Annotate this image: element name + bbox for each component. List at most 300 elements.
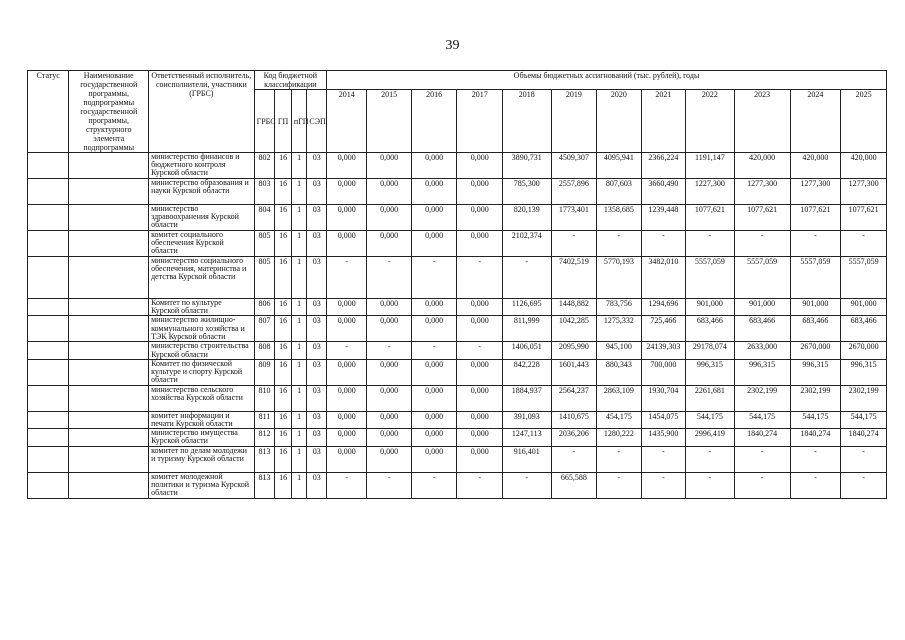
value-cell: 0,000 xyxy=(411,205,457,231)
header-year: 2020 xyxy=(597,90,641,153)
value-cell: 24139,303 xyxy=(641,342,685,359)
program-name-cell xyxy=(69,257,149,299)
value-cell: 2863,109 xyxy=(597,385,641,411)
status-cell xyxy=(28,472,69,498)
value-cell: 1275,332 xyxy=(597,316,641,342)
table-row xyxy=(28,153,887,179)
value-cell: 2302,199 xyxy=(790,385,841,411)
status-cell xyxy=(28,411,69,428)
value-cell: 783,756 xyxy=(597,299,641,316)
value-cell: - xyxy=(686,446,735,472)
code-cell: 1 xyxy=(291,205,307,231)
code-cell: 16 xyxy=(275,179,292,205)
table-row xyxy=(28,472,887,498)
value-cell: 683,466 xyxy=(734,316,790,342)
value-cell: 807,603 xyxy=(597,179,641,205)
value-cell: 0,000 xyxy=(327,205,367,231)
value-cell: 0,000 xyxy=(457,153,503,179)
value-cell: 0,000 xyxy=(457,231,503,257)
value-cell: 1077,621 xyxy=(734,205,790,231)
value-cell: 1773,401 xyxy=(551,205,597,231)
value-cell: 901,000 xyxy=(686,299,735,316)
value-cell: 0,000 xyxy=(411,411,457,428)
value-cell: - xyxy=(686,231,735,257)
value-cell: 683,466 xyxy=(686,316,735,342)
value-cell: 665,588 xyxy=(551,472,597,498)
code-cell: 03 xyxy=(307,316,327,342)
code-cell: 803 xyxy=(254,179,275,205)
header-year: 2016 xyxy=(411,90,457,153)
value-cell: 683,466 xyxy=(841,316,887,342)
header-year: 2014 xyxy=(327,90,367,153)
executor-cell: комитет социального обеспечения Курской области xyxy=(149,231,255,257)
code-cell: 03 xyxy=(307,359,327,385)
value-cell: 0,000 xyxy=(457,385,503,411)
value-cell: 2095,990 xyxy=(551,342,597,359)
executor-cell: министерство сельского хозяйства Курской области xyxy=(149,385,255,411)
code-cell: 810 xyxy=(254,385,275,411)
value-cell: - xyxy=(411,257,457,299)
value-cell: - xyxy=(641,231,685,257)
header-year: 2023 xyxy=(734,90,790,153)
executor-cell: министерство строительства Курской области xyxy=(149,342,255,359)
value-cell: 0,000 xyxy=(367,205,411,231)
value-cell: 0,000 xyxy=(327,231,367,257)
code-cell: 813 xyxy=(254,446,275,472)
value-cell: - xyxy=(327,342,367,359)
code-cell: 16 xyxy=(275,342,292,359)
value-cell: 1077,621 xyxy=(686,205,735,231)
code-cell: 03 xyxy=(307,385,327,411)
value-cell: 945,100 xyxy=(597,342,641,359)
code-cell: 1 xyxy=(291,153,307,179)
value-cell: - xyxy=(327,472,367,498)
value-cell: 700,000 xyxy=(641,359,685,385)
table-row xyxy=(28,429,887,446)
table-row xyxy=(28,411,887,428)
code-cell: 16 xyxy=(275,411,292,428)
value-cell: 544,175 xyxy=(686,411,735,428)
status-cell xyxy=(28,231,69,257)
code-cell: 1 xyxy=(291,299,307,316)
code-cell: 1 xyxy=(291,446,307,472)
code-cell: 03 xyxy=(307,179,327,205)
value-cell: 0,000 xyxy=(367,299,411,316)
code-cell: 03 xyxy=(307,153,327,179)
value-cell: 1454,075 xyxy=(641,411,685,428)
status-cell xyxy=(28,257,69,299)
value-cell: 420,000 xyxy=(841,153,887,179)
value-cell: 0,000 xyxy=(327,316,367,342)
value-cell: - xyxy=(641,472,685,498)
value-cell: 1448,882 xyxy=(551,299,597,316)
header-executor: Ответственный исполнитель, соисполнители, участники (ГРБС) xyxy=(149,71,255,153)
status-cell xyxy=(28,179,69,205)
value-cell: 901,000 xyxy=(790,299,841,316)
value-cell: - xyxy=(367,472,411,498)
code-cell: 16 xyxy=(275,257,292,299)
value-cell: 996,315 xyxy=(734,359,790,385)
code-cell: 1 xyxy=(291,472,307,498)
code-cell: 03 xyxy=(307,257,327,299)
value-cell: - xyxy=(841,472,887,498)
value-cell: 420,000 xyxy=(790,153,841,179)
header-budget-code: Код бюджетной классификации xyxy=(254,71,326,90)
value-cell: - xyxy=(597,231,641,257)
value-cell: 1126,695 xyxy=(502,299,551,316)
program-name-cell xyxy=(69,472,149,498)
program-name-cell xyxy=(69,342,149,359)
value-cell: 7402,519 xyxy=(551,257,597,299)
value-cell: 5557,059 xyxy=(686,257,735,299)
value-cell: 0,000 xyxy=(327,385,367,411)
value-cell: 391,093 xyxy=(502,411,551,428)
code-cell: 03 xyxy=(307,205,327,231)
value-cell: 0,000 xyxy=(457,446,503,472)
code-cell: 03 xyxy=(307,231,327,257)
value-cell: 901,000 xyxy=(841,299,887,316)
value-cell: 0,000 xyxy=(327,446,367,472)
executor-cell: министерство здравоохранения Курской области xyxy=(149,205,255,231)
value-cell: - xyxy=(457,257,503,299)
header-year: 2019 xyxy=(551,90,597,153)
code-cell: 03 xyxy=(307,429,327,446)
value-cell: - xyxy=(327,257,367,299)
status-cell xyxy=(28,429,69,446)
program-name-cell xyxy=(69,359,149,385)
executor-cell: министерство образования и науки Курской области xyxy=(149,179,255,205)
code-cell: 16 xyxy=(275,472,292,498)
code-cell: 1 xyxy=(291,231,307,257)
value-cell: 0,000 xyxy=(457,179,503,205)
value-cell: - xyxy=(841,446,887,472)
value-cell: 2366,224 xyxy=(641,153,685,179)
header-code-sep: СЭП xyxy=(307,90,327,153)
value-cell: 2302,199 xyxy=(734,385,790,411)
value-cell: - xyxy=(734,446,790,472)
value-cell: 1280,222 xyxy=(597,429,641,446)
value-cell: 0,000 xyxy=(327,179,367,205)
value-cell: 842,228 xyxy=(502,359,551,385)
value-cell: 820,139 xyxy=(502,205,551,231)
value-cell: - xyxy=(411,472,457,498)
value-cell: 0,000 xyxy=(457,411,503,428)
value-cell: 1601,443 xyxy=(551,359,597,385)
status-cell xyxy=(28,299,69,316)
value-cell: 544,175 xyxy=(790,411,841,428)
value-cell: 1227,300 xyxy=(686,179,735,205)
value-cell: 0,000 xyxy=(411,153,457,179)
value-cell: 2633,000 xyxy=(734,342,790,359)
program-name-cell xyxy=(69,153,149,179)
value-cell: 2670,000 xyxy=(790,342,841,359)
value-cell: 1840,274 xyxy=(734,429,790,446)
value-cell: - xyxy=(790,446,841,472)
header-program-name: Наименование государственной программы, подпрограммы государственной программы, структурного элемента подпрограммы xyxy=(69,71,149,153)
code-cell: 805 xyxy=(254,231,275,257)
header-code-grbs: ГРБС xyxy=(254,90,275,153)
value-cell: 0,000 xyxy=(367,316,411,342)
value-cell: 2261,681 xyxy=(686,385,735,411)
code-cell: 03 xyxy=(307,342,327,359)
code-cell: 809 xyxy=(254,359,275,385)
code-cell: 1 xyxy=(291,385,307,411)
header-year: 2018 xyxy=(502,90,551,153)
code-cell: 1 xyxy=(291,342,307,359)
value-cell: 2036,206 xyxy=(551,429,597,446)
value-cell: 996,315 xyxy=(790,359,841,385)
executor-cell: Комитет по культуре Курской области xyxy=(149,299,255,316)
header-year: 2022 xyxy=(686,90,735,153)
code-cell: 806 xyxy=(254,299,275,316)
table-body xyxy=(28,153,887,499)
value-cell: 5557,059 xyxy=(841,257,887,299)
header-year: 2025 xyxy=(841,90,887,153)
value-cell: 1294,696 xyxy=(641,299,685,316)
value-cell: 454,175 xyxy=(597,411,641,428)
value-cell: 4095,941 xyxy=(597,153,641,179)
executor-cell: министерство жилищно-коммунального хозяйства и ТЭК Курской области xyxy=(149,316,255,342)
value-cell: 0,000 xyxy=(367,359,411,385)
value-cell: 0,000 xyxy=(367,429,411,446)
program-name-cell xyxy=(69,411,149,428)
table-row xyxy=(28,205,887,231)
value-cell: - xyxy=(734,472,790,498)
value-cell: 0,000 xyxy=(411,231,457,257)
table-header xyxy=(28,71,887,153)
code-cell: 804 xyxy=(254,205,275,231)
value-cell: 5770,193 xyxy=(597,257,641,299)
code-cell: 16 xyxy=(275,153,292,179)
value-cell: 3482,010 xyxy=(641,257,685,299)
value-cell: 1277,300 xyxy=(790,179,841,205)
value-cell: 3890,731 xyxy=(502,153,551,179)
value-cell: 880,343 xyxy=(597,359,641,385)
value-cell: 0,000 xyxy=(411,429,457,446)
code-cell: 1 xyxy=(291,429,307,446)
status-cell xyxy=(28,359,69,385)
value-cell: 0,000 xyxy=(327,429,367,446)
value-cell: 544,175 xyxy=(841,411,887,428)
code-cell: 03 xyxy=(307,446,327,472)
value-cell: 1884,937 xyxy=(502,385,551,411)
value-cell: - xyxy=(411,342,457,359)
value-cell: 916,401 xyxy=(502,446,551,472)
program-name-cell xyxy=(69,429,149,446)
value-cell: 1077,621 xyxy=(790,205,841,231)
value-cell: 1191,147 xyxy=(686,153,735,179)
value-cell: 0,000 xyxy=(367,153,411,179)
value-cell: 1435,900 xyxy=(641,429,685,446)
value-cell: 0,000 xyxy=(457,429,503,446)
code-cell: 812 xyxy=(254,429,275,446)
value-cell: 0,000 xyxy=(411,446,457,472)
program-name-cell xyxy=(69,205,149,231)
budget-table xyxy=(27,70,887,499)
value-cell: 1277,300 xyxy=(841,179,887,205)
table-row xyxy=(28,231,887,257)
value-cell: 2996,419 xyxy=(686,429,735,446)
executor-cell: комитет информации и печати Курской области xyxy=(149,411,255,428)
code-cell: 16 xyxy=(275,316,292,342)
value-cell: 2670,000 xyxy=(841,342,887,359)
value-cell: 2564,237 xyxy=(551,385,597,411)
value-cell: 785,300 xyxy=(502,179,551,205)
value-cell: - xyxy=(457,342,503,359)
value-cell: 0,000 xyxy=(457,316,503,342)
value-cell: 2102,374 xyxy=(502,231,551,257)
value-cell: 1247,113 xyxy=(502,429,551,446)
code-cell: 16 xyxy=(275,205,292,231)
value-cell: 420,000 xyxy=(734,153,790,179)
value-cell: 683,466 xyxy=(790,316,841,342)
code-cell: 16 xyxy=(275,385,292,411)
value-cell: - xyxy=(502,257,551,299)
value-cell: 0,000 xyxy=(327,359,367,385)
value-cell: 996,315 xyxy=(686,359,735,385)
code-cell: 1 xyxy=(291,316,307,342)
value-cell: 4509,307 xyxy=(551,153,597,179)
value-cell: 0,000 xyxy=(457,299,503,316)
code-cell: 03 xyxy=(307,411,327,428)
value-cell: - xyxy=(790,472,841,498)
code-cell: 16 xyxy=(275,446,292,472)
executor-cell: министерство социального обеспечения, материнства и детства Курской области xyxy=(149,257,255,299)
code-cell: 16 xyxy=(275,299,292,316)
value-cell: 0,000 xyxy=(327,299,367,316)
code-cell: 16 xyxy=(275,359,292,385)
code-cell: 1 xyxy=(291,411,307,428)
code-cell: 1 xyxy=(291,359,307,385)
status-cell xyxy=(28,205,69,231)
value-cell: 0,000 xyxy=(411,179,457,205)
value-cell: - xyxy=(551,446,597,472)
value-cell: - xyxy=(641,446,685,472)
header-year: 2015 xyxy=(367,90,411,153)
table-row xyxy=(28,446,887,472)
program-name-cell xyxy=(69,231,149,257)
program-name-cell xyxy=(69,299,149,316)
value-cell: - xyxy=(551,231,597,257)
header-status: Статус xyxy=(28,71,69,153)
value-cell: 0,000 xyxy=(367,179,411,205)
executor-cell: министерство имущества Курской области xyxy=(149,429,255,446)
value-cell: 0,000 xyxy=(457,205,503,231)
value-cell: 1042,285 xyxy=(551,316,597,342)
code-cell: 1 xyxy=(291,257,307,299)
value-cell: 0,000 xyxy=(367,231,411,257)
value-cell: - xyxy=(734,231,790,257)
code-cell: 802 xyxy=(254,153,275,179)
value-cell: 996,315 xyxy=(841,359,887,385)
table-row xyxy=(28,299,887,316)
status-cell xyxy=(28,153,69,179)
value-cell: 1410,675 xyxy=(551,411,597,428)
value-cell: 0,000 xyxy=(411,299,457,316)
value-cell: 0,000 xyxy=(367,411,411,428)
page-number: 39 xyxy=(445,38,460,53)
value-cell: 1840,274 xyxy=(790,429,841,446)
code-cell: 03 xyxy=(307,299,327,316)
value-cell: 3660,490 xyxy=(641,179,685,205)
value-cell: 811,999 xyxy=(502,316,551,342)
executor-cell: Комитет по физической культуре и спорту Курской области xyxy=(149,359,255,385)
code-cell: 813 xyxy=(254,472,275,498)
code-cell: 811 xyxy=(254,411,275,428)
value-cell: 1840,274 xyxy=(841,429,887,446)
executor-cell: министерство финансов и бюджетного контроля Курской области xyxy=(149,153,255,179)
value-cell: 1358,685 xyxy=(597,205,641,231)
value-cell: - xyxy=(367,257,411,299)
value-cell: - xyxy=(841,231,887,257)
value-cell: 1077,621 xyxy=(841,205,887,231)
value-cell: 1406,051 xyxy=(502,342,551,359)
code-cell: 807 xyxy=(254,316,275,342)
value-cell: 2302,199 xyxy=(841,385,887,411)
value-cell: 5557,059 xyxy=(734,257,790,299)
program-name-cell xyxy=(69,446,149,472)
value-cell: 0,000 xyxy=(327,153,367,179)
value-cell: 901,000 xyxy=(734,299,790,316)
table-row xyxy=(28,257,887,299)
value-cell: - xyxy=(502,472,551,498)
value-cell: - xyxy=(686,472,735,498)
table-row xyxy=(28,179,887,205)
value-cell: 29178,074 xyxy=(686,342,735,359)
executor-cell: комитет по делам молодежи и туризму Курской области xyxy=(149,446,255,472)
header-year: 2017 xyxy=(457,90,503,153)
value-cell: 5557,059 xyxy=(790,257,841,299)
value-cell: 0,000 xyxy=(411,316,457,342)
value-cell: - xyxy=(790,231,841,257)
table-row xyxy=(28,316,887,342)
value-cell: - xyxy=(367,342,411,359)
table-row xyxy=(28,385,887,411)
program-name-cell xyxy=(69,316,149,342)
program-name-cell xyxy=(69,385,149,411)
value-cell: 2557,896 xyxy=(551,179,597,205)
value-cell: 0,000 xyxy=(367,385,411,411)
table-row xyxy=(28,359,887,385)
value-cell: 0,000 xyxy=(411,385,457,411)
code-cell: 1 xyxy=(291,179,307,205)
value-cell: 0,000 xyxy=(327,411,367,428)
value-cell: 0,000 xyxy=(457,359,503,385)
status-cell xyxy=(28,342,69,359)
header-year: 2021 xyxy=(641,90,685,153)
value-cell: 1277,300 xyxy=(734,179,790,205)
code-cell: 16 xyxy=(275,231,292,257)
header-year: 2024 xyxy=(790,90,841,153)
status-cell xyxy=(28,385,69,411)
header-code-gp: ГП xyxy=(275,90,292,153)
header-code-pgp: пГП xyxy=(291,90,307,153)
code-cell: 16 xyxy=(275,429,292,446)
status-cell xyxy=(28,316,69,342)
value-cell: - xyxy=(457,472,503,498)
header-volumes: Объемы бюджетных ассигнований (тыс. рублей), годы xyxy=(327,71,887,90)
status-cell xyxy=(28,446,69,472)
table-row xyxy=(28,342,887,359)
value-cell: 1930,704 xyxy=(641,385,685,411)
code-cell: 805 xyxy=(254,257,275,299)
code-cell: 03 xyxy=(307,472,327,498)
value-cell: 544,175 xyxy=(734,411,790,428)
value-cell: 1239,448 xyxy=(641,205,685,231)
value-cell: 725,466 xyxy=(641,316,685,342)
code-cell: 808 xyxy=(254,342,275,359)
program-name-cell xyxy=(69,179,149,205)
